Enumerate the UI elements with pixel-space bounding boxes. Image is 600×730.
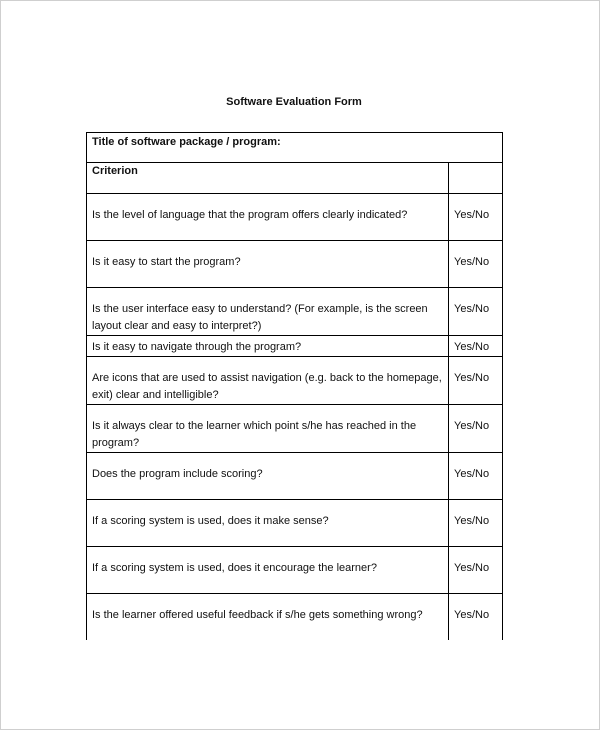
table-row [87,547,503,594]
table-row [87,336,503,357]
criterion-header-cell: Criterion [87,163,449,194]
table-row [87,500,503,547]
question-cell: Does the program include scoring? [87,453,449,500]
question-cell: Is the user interface easy to understand? (For example, is the screen layout clear and easy to interpret?) [87,288,449,336]
question-cell: Is it easy to navigate through the program? [87,336,449,357]
evaluation-table [86,132,503,640]
question-cell: Are icons that are used to assist navigation (e.g. back to the homepage, exit) clear and intelligible? [87,357,449,405]
table-row [87,288,503,336]
table-row [87,453,503,500]
answer-cell: Yes/No [449,336,503,357]
answer-cell: Yes/No [449,594,503,641]
answer-cell: Yes/No [449,547,503,594]
answer-cell: Yes/No [449,357,503,405]
question-cell: Is it easy to start the program? [87,241,449,288]
question-cell: If a scoring system is used, does it make sense? [87,500,449,547]
answer-cell: Yes/No [449,194,503,241]
table-row [87,405,503,453]
package-title-cell: Title of software package / program: [87,133,503,163]
table-row [87,241,503,288]
answer-cell: Yes/No [449,405,503,453]
answer-cell: Yes/No [449,453,503,500]
question-cell: Is it always clear to the learner which point s/he has reached in the program? [87,405,449,453]
question-cell: If a scoring system is used, does it encourage the learner? [87,547,449,594]
table-row [87,357,503,405]
question-cell: Is the level of language that the program offers clearly indicated? [87,194,449,241]
answer-cell: Yes/No [449,241,503,288]
question-cell: Is the learner offered useful feedback if s/he gets something wrong? [87,594,449,641]
criterion-answer-header-cell [449,163,503,194]
form-title: Software Evaluation Form [226,96,362,108]
table-row [87,194,503,241]
criterion-header-row [87,163,503,194]
answer-cell: Yes/No [449,500,503,547]
package-title-row [87,133,503,163]
answer-cell: Yes/No [449,288,503,336]
table-row [87,594,503,641]
